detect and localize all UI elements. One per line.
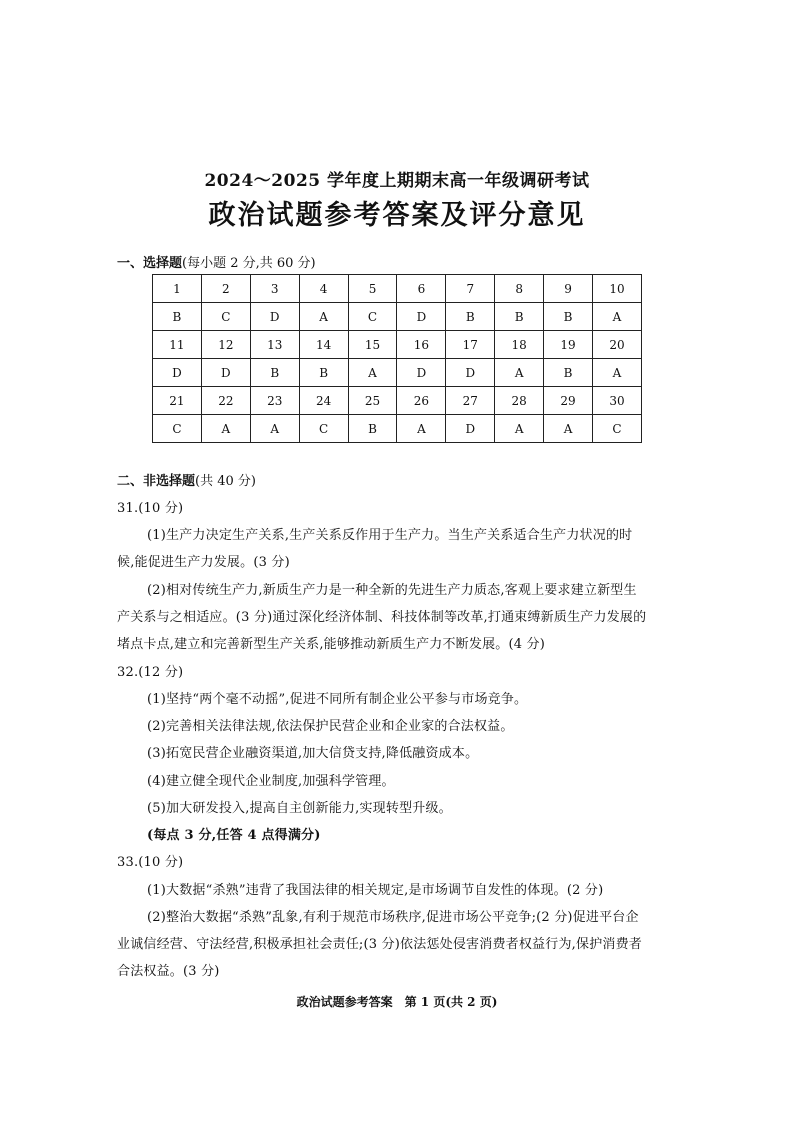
question-number-cell: 30 (593, 387, 642, 415)
answer-cell: D (250, 303, 299, 331)
answer-cell: A (201, 415, 250, 443)
answer-cell: D (446, 415, 495, 443)
question-number-cell: 4 (299, 275, 348, 303)
question-number-row (153, 387, 642, 415)
q33-line: (1)大数据“杀熟”违背了我国法律的相关规定,是市场调节自发性的体现。(2 分) (147, 883, 604, 898)
section1-note: (每小题 2 分,共 60 分) (182, 256, 316, 271)
question-number-cell: 6 (397, 275, 446, 303)
section2-heading-text: 二、非选择题 (117, 474, 196, 489)
answer-cell: C (593, 415, 642, 443)
q32-line: (3)拓宽民营企业融资渠道,加大信贷支持,降低融资成本。 (147, 746, 479, 761)
q32-line: (4)建立健全现代企业制度,加强科学管理。 (147, 774, 395, 789)
question-number-cell: 12 (201, 331, 250, 359)
question-number-cell: 2 (201, 275, 250, 303)
question-number-cell: 27 (446, 387, 495, 415)
question-number-cell: 26 (397, 387, 446, 415)
answer-row (153, 303, 642, 331)
question-number-cell: 28 (495, 387, 544, 415)
q32-line: (2)完善相关法律法规,依法保护民营企业和企业家的合法权益。 (147, 719, 514, 734)
question-number-cell: 14 (299, 331, 348, 359)
q32-label: 32.(12 分) (117, 665, 184, 680)
question-number-cell: 1 (153, 275, 202, 303)
question-number-cell: 25 (348, 387, 397, 415)
section2-heading (117, 470, 256, 489)
answer-cell: B (446, 303, 495, 331)
answer-cell: C (348, 303, 397, 331)
answer-cell: A (348, 359, 397, 387)
question-number-cell: 20 (593, 331, 642, 359)
q32-scoring-note: (每点 3 分,任答 4 点得满分) (147, 828, 321, 843)
q31-line: 候,能促进生产力发展。(3 分) (117, 555, 290, 570)
question-number-row (153, 275, 642, 303)
page-title: 政治试题参考答案及评分意见 (208, 200, 586, 231)
question-number-cell: 8 (495, 275, 544, 303)
question-number-cell: 22 (201, 387, 250, 415)
answer-cell: A (544, 415, 593, 443)
answer-cell: D (446, 359, 495, 387)
answer-cell: A (495, 415, 544, 443)
question-number-cell: 16 (397, 331, 446, 359)
question-number-cell: 24 (299, 387, 348, 415)
question-number-cell: 9 (544, 275, 593, 303)
q31-label: 31.(10 分) (117, 501, 184, 516)
answer-cell: D (397, 359, 446, 387)
page-footer: 政治试题参考答案 第 1 页(共 2 页) (296, 995, 498, 1009)
answer-cell: D (201, 359, 250, 387)
section1-heading (117, 252, 316, 271)
answer-cell: B (544, 359, 593, 387)
q33-line: (2)整治大数据“杀熟”乱象,有利于规范市场秩序,促进市场公平竞争;(2 分)促进平台企 (147, 910, 639, 925)
question-number-cell: 18 (495, 331, 544, 359)
answer-table (152, 274, 642, 443)
answer-cell: B (544, 303, 593, 331)
answer-cell: A (397, 415, 446, 443)
answer-cell: B (495, 303, 544, 331)
question-number-row (153, 331, 642, 359)
question-number-cell: 17 (446, 331, 495, 359)
answer-row (153, 415, 642, 443)
q31-line: 堵点卡点,建立和完善新型生产关系,能够推动新质生产力不断发展。(4 分) (117, 637, 546, 652)
q32-line: (1)坚持“两个毫不动摇”,促进不同所有制企业公平参与市场竞争。 (147, 692, 528, 707)
question-number-cell: 19 (544, 331, 593, 359)
q31-line: 产关系与之相适应。(3 分)通过深化经济体制、科技体制等改革,打通束缚新质生产力发展的 (117, 610, 647, 625)
q31-line: (2)相对传统生产力,新质生产力是一种全新的先进生产力质态,客观上要求建立新型生 (147, 583, 637, 598)
answer-cell: A (593, 303, 642, 331)
question-number-cell: 23 (250, 387, 299, 415)
answer-cell: A (593, 359, 642, 387)
question-number-cell: 21 (153, 387, 202, 415)
q33-line: 合法权益。(3 分) (117, 964, 220, 979)
q33-line: 业诚信经营、守法经营,积极承担社会责任;(3 分)依法惩处侵害消费者权益行为,保护消费者 (117, 937, 642, 952)
question-number-cell: 13 (250, 331, 299, 359)
question-number-cell: 15 (348, 331, 397, 359)
answer-row (153, 359, 642, 387)
answer-cell: B (348, 415, 397, 443)
answer-cell: A (299, 303, 348, 331)
question-number-cell: 29 (544, 387, 593, 415)
answer-cell: C (299, 415, 348, 443)
question-number-cell: 10 (593, 275, 642, 303)
question-number-cell: 11 (153, 331, 202, 359)
answer-cell: B (153, 303, 202, 331)
answer-cell: C (201, 303, 250, 331)
section2-note: (共 40 分) (195, 474, 256, 489)
section1-heading-text: 一、选择题 (117, 256, 183, 271)
q33-label: 33.(10 分) (117, 855, 184, 870)
answer-cell: A (495, 359, 544, 387)
question-number-cell: 7 (446, 275, 495, 303)
answer-cell: A (250, 415, 299, 443)
q32-line: (5)加大研发投入,提高自主创新能力,实现转型升级。 (147, 801, 452, 816)
answer-cell: B (299, 359, 348, 387)
answer-cell: C (153, 415, 202, 443)
question-number-cell: 3 (250, 275, 299, 303)
answer-cell: D (153, 359, 202, 387)
answer-cell: B (250, 359, 299, 387)
question-number-cell: 5 (348, 275, 397, 303)
answer-table-body (153, 275, 642, 443)
q31-line: (1)生产力决定生产关系,生产关系反作用于生产力。当生产关系适合生产力状况的时 (147, 528, 633, 543)
exam-subtitle: 2024～2025 学年度上期期末高一年级调研考试 (204, 171, 590, 191)
answer-cell: D (397, 303, 446, 331)
